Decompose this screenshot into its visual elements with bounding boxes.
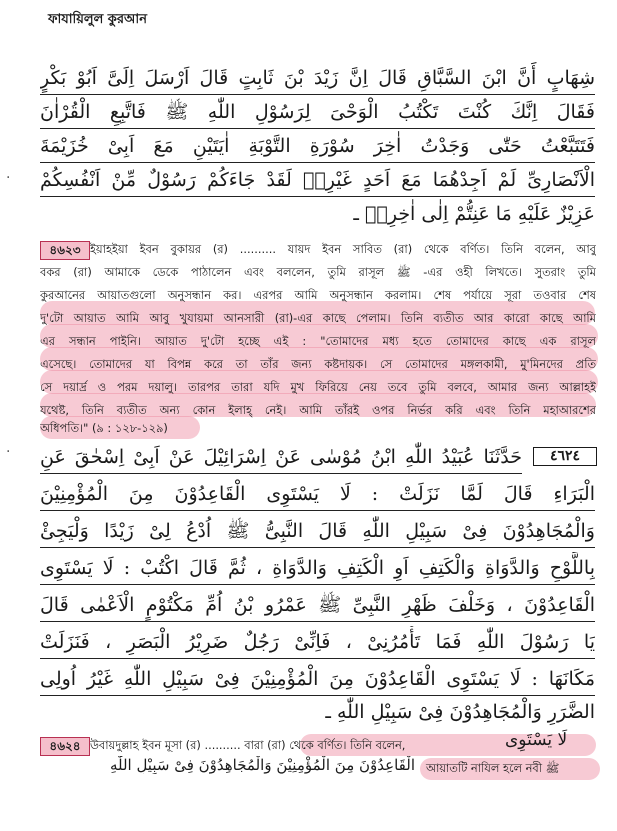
margin-mark: ·: [6, 444, 11, 460]
arabic-line: مَكَانَهَا : لَا يَسْتَوِى الْقَاعِدُوْنَ مِنَ الْمُؤْمِنِيْنَ فِىْ سَبِيْلِ اللّٰهِ غَيْرُ اُولِى: [40, 663, 595, 696]
hadith-number-box: ٤٦٢٤: [533, 447, 597, 466]
bengali-line: এর সন্ধান পাইনি। আয়াত দু'টো হচ্ছে এই : "তোমাদের মধ্য হতে তোমাদের কাছে এক রাসূল: [40, 334, 596, 348]
hadith-number-badge: ৪৬২৪: [40, 737, 90, 756]
margin-mark: ·: [6, 170, 11, 186]
arabic-phrase: الْقَاعِدُوْنَ مِنَ الْمُؤْمِنِيْنَ وَالْمُجَاهِدُوْنَ فِىْ سَبِيْلِ اللّٰهِ: [109, 756, 415, 774]
arabic-line: الْاَنْصَارِىِّ لَمْ اَجِدْهُمَا مَعَ اَحَدٍ غَيْرِهٖ لَقَدْ جَاءَكُمْ رَسُوْلٌ مِّنْ اَنْفُسِكُمْ: [40, 164, 595, 197]
arabic-line: فَقَالَ اِنَّكَ كُنْتَ تَكْتُبُ الْوَحْىَ لِرَسُوْلِ اللّٰهِ ﷺ فَاتَّبِعِ الْقُرْاٰنَ: [40, 96, 595, 129]
arabic-line: الْبَرَاءِ قَالَ لَمَّا نَزَلَتْ : لَا يَسْتَوِى الْقَاعِدُوْنَ مِنَ الْمُؤْمِنِيْنَ: [40, 478, 595, 511]
bengali-line: উবায়দুল্লাহ ইবন মূসা (র) .......... বারা (রা) থেকে বর্ণিত। তিনি বলেন,: [90, 738, 406, 752]
bengali-line: বকর (রা) আমাকে ডেকে পাঠালেন এবং বললেন, তুমি রাসূল ﷺ -এর ওহী লিখতে। সুতরাং তুমি: [40, 265, 596, 279]
arabic-line: فَتَتَبَّعْتُ حَتّٰى وَجَدْتُ اٰخِرَ سُوْرَةِ التَّوْبَةِ اٰيَتَيْنِ مَعَ اَبِىْ خُزَيْمَةَ: [40, 130, 595, 163]
bengali-line: কুরআনের আয়াতগুলো অনুসন্ধান কর। এরপর আমি অনুসন্ধান করলাম। শেষ পর্যায়ে সূরা তওবার শেষ: [40, 288, 596, 302]
page-header-title: ফাযায়িলুল কুরআন: [48, 12, 147, 27]
bengali-line: আয়াতটি নাযিল হলে নবী ﷺ: [426, 761, 560, 775]
arabic-line: الضَّرَرِ وَالْمُجَاهِدُوْنَ فِىْ سَبِيْلِ اللّٰهِ ـ: [325, 701, 595, 723]
arabic-line: وَالْمُجَاهِدُوْنَ فِىْ سَبِيْلِ اللّٰهِ قَالَ النَّبِىُّ ﷺ اُدْعُ لِىْ زَيْدًا وَلْيَجِئْ: [40, 515, 595, 548]
arabic-line: شِهَابٍ أَنَّ ابْنَ السَّبَّاقِ قَالَ اِنَّ زَيْدَ بْنَ ثَابِتٍ قَالَ اَرْسَلَ اِلَىَّ اَبُوْ بَكْرٍ: [40, 62, 595, 95]
bengali-line: দু'টো আয়াত আমি আবু খুযায়মা আনসারী (রা)-এর কাছে পেলাম। তিনি ব্যতীত আর কারো কাছে আমি: [40, 311, 596, 325]
arabic-line: يَا رَسُوْلَ اللّٰهِ فَمَا تَأْمُرُنِىْ ، فَاِنِّىْ رَجُلٌ ضَرِيْرُ الْبَصَرِ ، فَنَزَلَتْ: [40, 626, 595, 659]
bengali-line: এসেছে। তোমাদের যা বিপন্ন করে তা তাঁর জন্য কষ্টদায়ক। সে তোমাদের মঙ্গলকামী, মু'মিনদের প্রতি: [40, 357, 596, 371]
hadith-number-badge: ৪৬২৩: [40, 241, 90, 260]
arabic-line: حَدَّثَنَا عُبَيْدُ اللّٰهِ ابْنُ مُوْسٰى عَنْ اِسْرَائِيْلَ عَنْ اَبِىْ اِسْحٰقَ عَنِ: [40, 441, 522, 474]
bengali-line: যথেষ্ট, তিনি ব্যতীত অন্য কোন ইলাহ্‌ নেই। আমি তাঁরই ওপর নির্ভর করি এবং তিনি মহাআরশের: [40, 403, 596, 417]
bengali-line: অধিপতি।" (৯ : ১২৮-১২৯): [40, 421, 168, 435]
arabic-line: الْقَاعِدُوْنَ ، وَخَلْفَ ظَهْرِ النَّبِىِّ ﷺ عَمْرُو بْنُ اُمِّ مَكْتُوْمٍ الْاَعْمٰى قَالَ: [40, 589, 595, 622]
arabic-line: بِاللَّوْحِ وَالدَّوَاةِ وَالْكَتِفِ اَوِ الْكَتِفِ وَالدَّوَاةِ ، ثُمَّ قَالَ اكْتُبْ : لَا يَسْتَوِى: [40, 552, 595, 585]
arabic-phrase: لَا يَسْتَوِى: [505, 730, 568, 750]
bengali-line: সে দয়ার্দ্র ও পরম দয়ালু। তারপর তারা যদি মুখ ফিরিয়ে নেয় তবে তুমি বলবে, আমার জন্য আল্লাহই: [40, 380, 596, 394]
bengali-line: ইয়াহইয়া ইবন বুকায়র (র) .......... যায়দ ইবন সাবিত (রা) থেকে বর্ণিত। তিনি বলেন, আবু: [90, 242, 596, 256]
arabic-line: عَزِيْزٌ عَلَيْهِ مَا عَنِتُّمْ اِلٰى اٰخِرِهٖ ـ: [353, 203, 595, 225]
